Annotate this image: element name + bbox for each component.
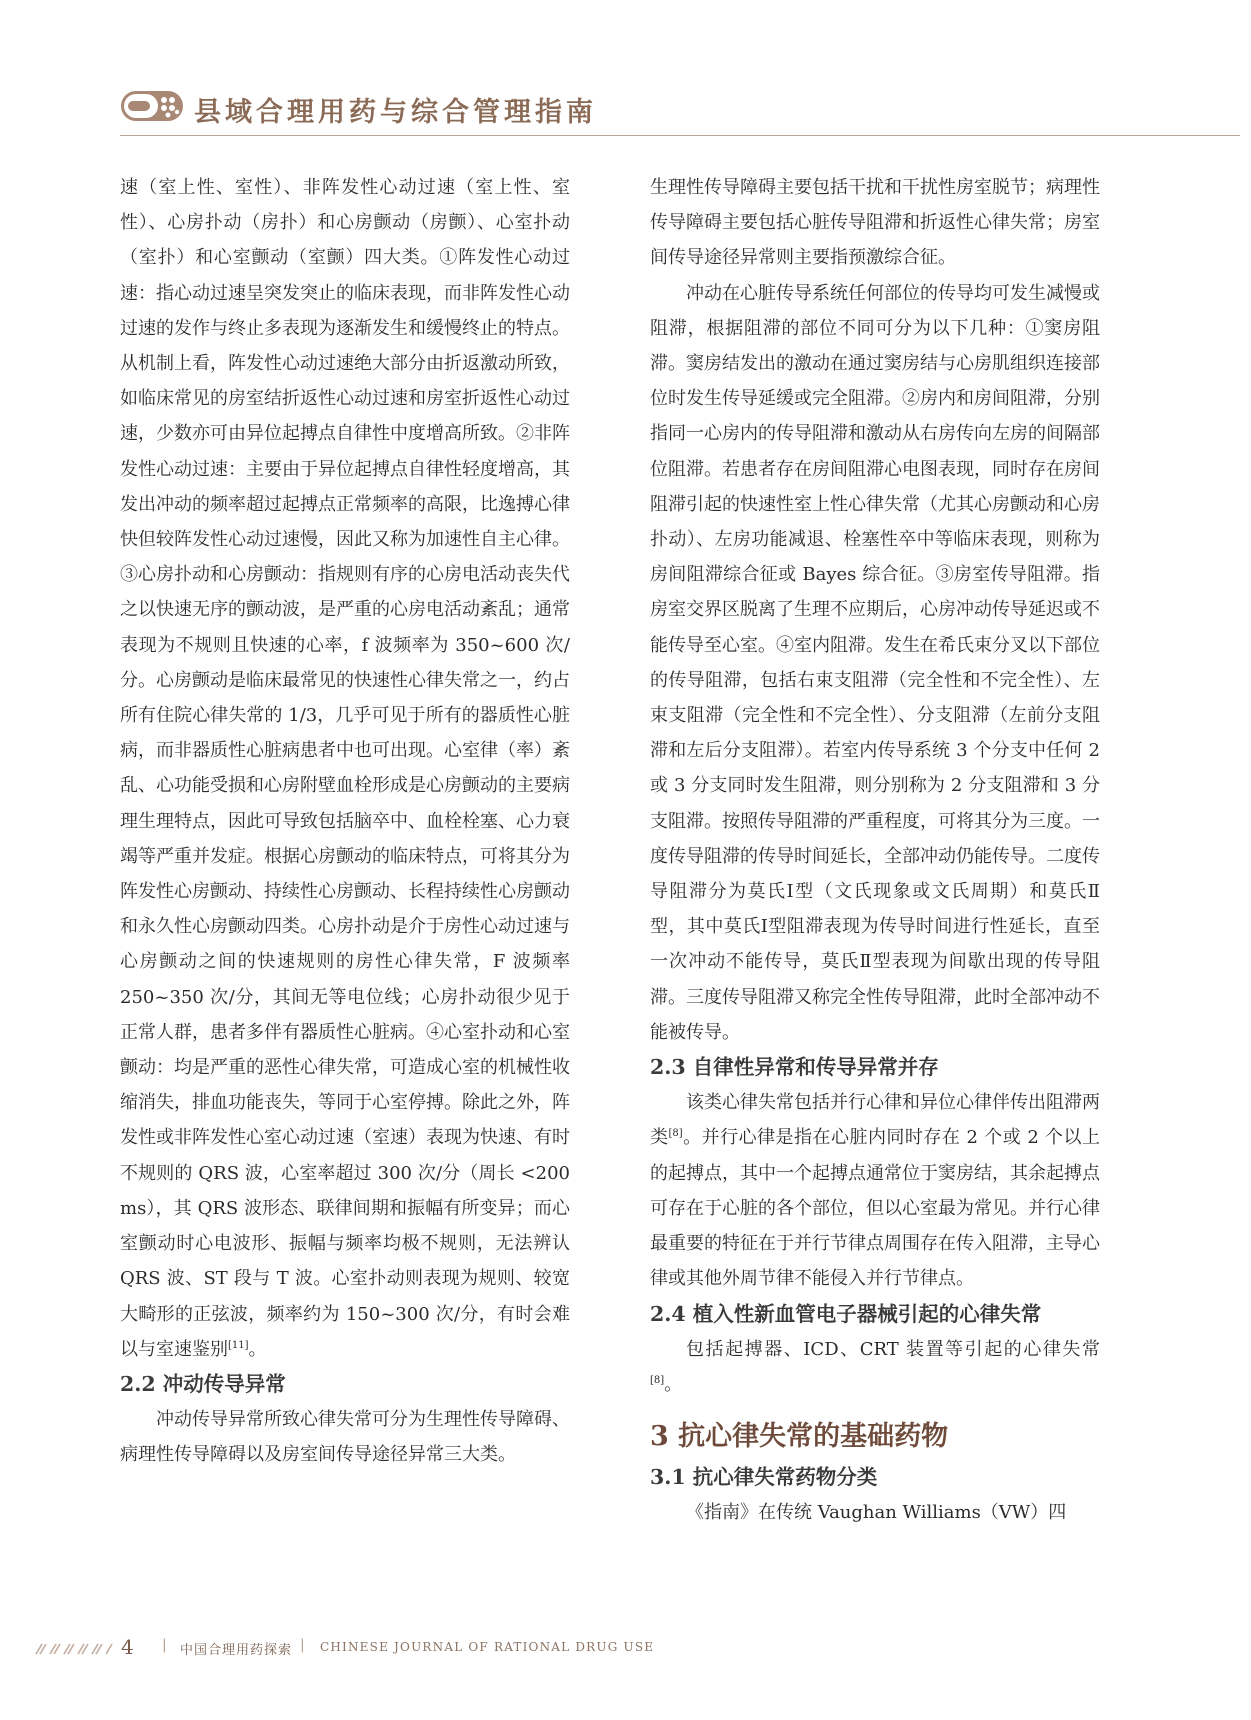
section-heading bbox=[650, 1416, 1100, 1458]
journal-logo-icon bbox=[120, 88, 184, 124]
heading-text: 2.3 自律性异常和传导异常并存 bbox=[650, 1055, 939, 1080]
page-header bbox=[0, 0, 1251, 140]
footer-separator: | bbox=[300, 1637, 305, 1653]
heading-text: 3 抗心律失常的基础药物 bbox=[650, 1421, 949, 1453]
paragraph bbox=[650, 170, 1100, 276]
footer-separator: | bbox=[162, 1637, 167, 1653]
subsection-heading bbox=[650, 1297, 1100, 1332]
paragraph-tail: 。 bbox=[664, 1373, 683, 1395]
page-footer bbox=[0, 1634, 1251, 1664]
paragraph-text: 冲动传导异常所致心律失常可分为生理性传导障碍、病理性传导障碍以及房室间传导途径异常三大类。 bbox=[120, 1409, 570, 1466]
footer-ornament-icon bbox=[34, 1640, 114, 1658]
header-rule bbox=[120, 135, 1240, 136]
subsection-heading bbox=[120, 1367, 570, 1402]
page-number: 4 bbox=[121, 1635, 134, 1659]
journal-name-cn: 中国合理用药探索 bbox=[180, 1643, 293, 1658]
citation-ref: [8] bbox=[668, 1128, 683, 1140]
paragraph-text: 生理性传导障碍主要包括干扰和干扰性房室脱节；病理性传导障碍主要包括心脏传导阻滞和折返性心律失常；房室间传导途径异常则主要指预激综合征。 bbox=[650, 177, 1100, 269]
paragraph-tail: 。 bbox=[248, 1338, 267, 1360]
right-column bbox=[650, 170, 1100, 1531]
heading-text: 2.2 冲动传导异常 bbox=[120, 1371, 286, 1396]
paragraph-text: 该类心律失常包括并行心律和异位心律伴传出阻滞两类 bbox=[650, 1092, 1100, 1149]
paragraph-text: 包括起搏器、ICD、CRT 装置等引起的心律失常 bbox=[686, 1338, 1100, 1360]
paragraph bbox=[120, 170, 570, 1367]
paragraph-text: 《指南》在传统 Vaughan Williams（VW）四 bbox=[686, 1502, 1067, 1524]
paragraph bbox=[650, 1332, 1100, 1402]
running-header-title: 县域合理用药与综合管理指南 bbox=[194, 97, 597, 128]
heading-text: 2.4 植入性新血管电子器械引起的心律失常 bbox=[650, 1301, 1042, 1326]
paragraph bbox=[650, 276, 1100, 1050]
paragraph bbox=[120, 1402, 570, 1472]
paragraph-tail: 。并行心律是指在心脏内同时存在 2 个或 2 个以上的起搏点，其中一个起搏点通常位于窦房结，其余起搏点可存在于心脏的各个部位，但以心室最为常见。并行心律最重要的特征在于并行节律点周围存在传入阻滞，主导心律或其他外周节律不能侵入并行节律点。 bbox=[650, 1127, 1100, 1290]
paragraph bbox=[650, 1495, 1100, 1530]
subsection-heading bbox=[650, 1460, 1100, 1495]
paragraph-text: 速（室上性、室性）、非阵发性心动过速（室上性、室性）、心房扑动（房扑）和心房颤动（房颤）、心室扑动（室扑）和心室颤动（室颤）四大类。①阵发性心动过速：指心动过速呈突发突止的临床表现，而非阵发性心动过速的发作与终止多表现为逐渐发生和缓慢终止的特点。从机制上看，阵发性心动过速绝大部分由折返激动所致，如临床常见的房室结折返性心动过速和房室折返性心动过速，少数亦可由异位起搏点自律性中度增高所致。②非阵发性心动过速：主要由于异位起搏点自律性轻度增高，其发出冲动的频率超过起搏点正常频率的高限，比逸搏心律快但较阵发性心动过速慢，因此又称为加速性自主心律。③心房扑动和心房颤动：指规则有序的心房电活动丧失代之以快速无序的颤动波，是严重的心房电活动紊乱；通常表现为不规则且快速的心率，f 波频率为 350~600 次/分。心房颤动是临床最常见的快速性心律失常之一，约占所有住院心律失常的 1/3，几乎可见于所有的器质性心脏病，而非器质性心脏病患者中也可出现。心室律（率）紊乱、心功能受损和心房附壁血栓形成是心房颤动的主要病理生理特点，因此可导致包括脑卒中、血栓栓塞、心力衰竭等严重并发症。根据心房颤动的临床特点，可将其分为阵发性心房颤动、持续性心房颤动、长程持续性心房颤动和永久性心房颤动四类。心房扑动是介于房性心动过速与心房颤动之间的快速规则的房性心律失常，F 波频率 250~350 次/分，其间无等电位线；心房扑动很少见于正常人群，患者多伴有器质性心脏病。④心室扑动和心室颤动：均是严重的恶性心律失常，可造成心室的机械性收缩消失，排血功能丧失，等同于心室停搏。除此之外，阵发性或非阵发性心室心动过速（室速）表现为快速、有时不规则的 QRS 波，心室率超过 300 次/分（周长 <200 ms），其 QRS 波形态、联律间期和振幅有所变异；而心室颤动时心电波形、振幅与频率均极不规则，无法辨认 QRS 波、ST 段与 T 波。心室扑动则表现为规则、较宽大畸形的正弦波，频率约为 150~300 次/分，有时会难以与室速鉴别 bbox=[120, 177, 570, 1360]
paragraph-text: 冲动在心脏传导系统任何部位的传导均可发生减慢或阻滞，根据阻滞的部位不同可分为以下几种：①窦房阻滞。窦房结发出的激动在通过窦房结与心房肌组织连接部位时发生传导延缓或完全阻滞。②房内和房间阻滞，分别指同一心房内的传导阻滞和激动从右房传向左房的间隔部位阻滞。若患者存在房间阻滞心电图表现，同时存在房间阻滞引起的快速性室上性心律失常（尤其心房颤动和心房扑动）、左房功能减退、栓塞性卒中等临床表现，则称为房间阻滞综合征或 Bayes 综合征。③房室传导阻滞。指房室交界区脱离了生理不应期后，心房冲动传导延迟或不能传导至心室。④室内阻滞。发生在希氏束分叉以下部位的传导阻滞，包括右束支阻滞（完全性和不完全性）、左束支阻滞（完全性和不完全性）、分支阻滞（左前分支阻滞和左后分支阻滞）。若室内传导系统 3 个分支中任何 2 或 3 分支同时发生阻滞，则分别称为 2 分支阻滞和 3 分支阻滞。按照传导阻滞的严重程度，可将其分为三度。一度传导阻滞的传导时间延长，全部冲动仍能传导。二度传导阻滞分为莫氏Ⅰ型（文氏现象或文氏周期）和莫氏Ⅱ型，其中莫氏Ⅰ型阻滞表现为传导时间进行性延长，直至一次冲动不能传导，莫氏Ⅱ型表现为间歇出现的传导阻滞。三度传导阻滞又称完全性传导阻滞，此时全部冲动不能被传导。 bbox=[650, 282, 1100, 1043]
subsection-heading bbox=[650, 1050, 1100, 1085]
left-column bbox=[120, 170, 570, 1473]
heading-text: 3.1 抗心律失常药物分类 bbox=[650, 1465, 878, 1490]
paragraph bbox=[650, 1085, 1100, 1296]
journal-name-en: CHINESE JOURNAL OF RATIONAL DRUG USE bbox=[320, 1640, 655, 1654]
citation-ref: [8] bbox=[650, 1374, 665, 1386]
citation-ref: [11] bbox=[228, 1339, 249, 1351]
